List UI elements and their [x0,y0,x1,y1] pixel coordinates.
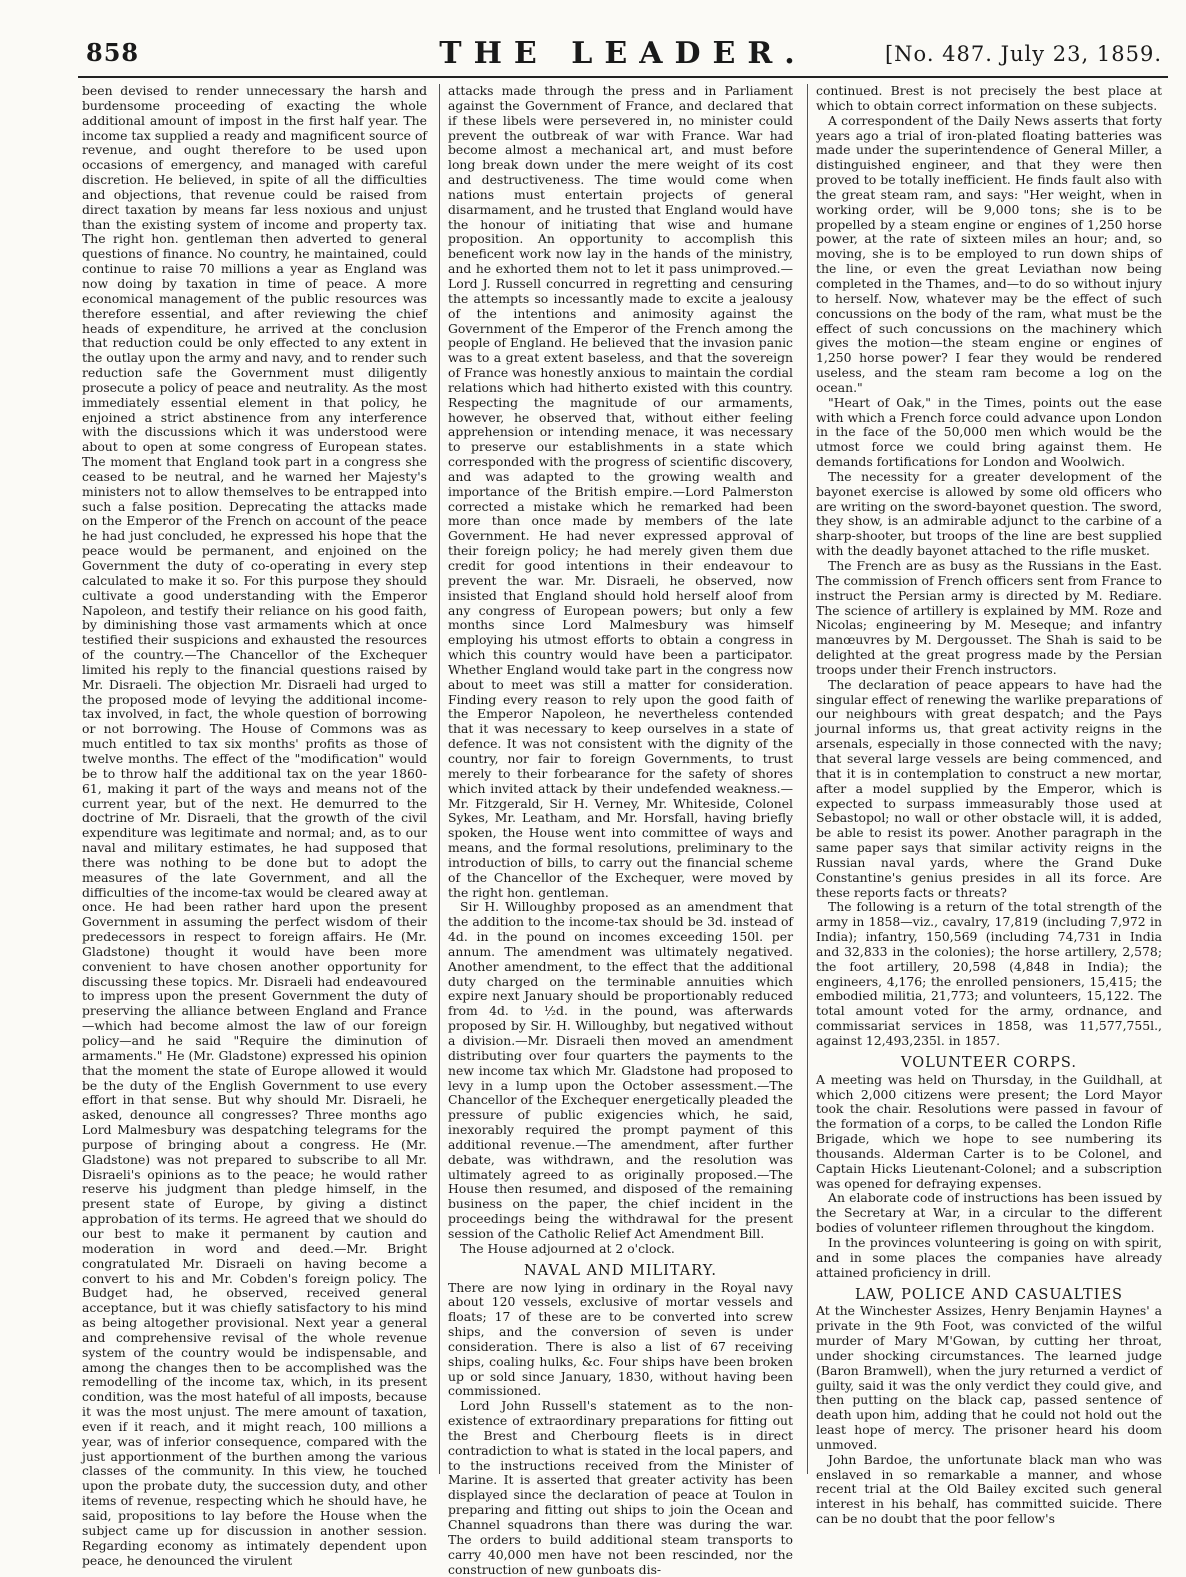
paragraph: attacks made through the press and in Parliament against the Government of France, and declared that if these libels were persevered in, no minister could prevent the outbreak of war with France. War had become almost a mechanical art, and must before long break down under the mere weight of its cost and destructiveness. The time would come when nations must entertain projects of general disarmament, and he trusted that England would have the honour of initiating that wise and humane proposition. An opportunity to accomplish this beneficent work now lay in the hands of the ministry, and he exhorted them not to let it pass unimproved.—Lord J. Russell concurred in regretting and censuring the attempts so incessantly made to excite a jealousy of the intentions and animosity against the Government of the Emperor of the French among the people of England. He believed that the invasion panic was to a great extent baseless, and that the sovereign of France was honestly anxious to maintain the cordial relations which had hitherto existed with this country. Respecting the magnitude of our armaments, however, he observed that, without either feeling apprehension or intending menace, it was necessary to preserve our establishments in a state which corresponded with the progress of scientific discovery, and was adapted to the growing wealth and importance of the British empire.—Lord Palmerston corrected a mistake which he remarked had been more than once made by members of the late Government. He had never expressed approval of their foreign policy; he had merely given them due credit for good intentions in their endeavour to prevent the war. Mr. Disraeli, he observed, now insisted that England should hold herself aloof from any congress of European powers; but only a few months since Lord Malmesbury was himself employing his utmost efforts to obtain a congress in which this country would have been a participator. Whether England would take part in the congress now about to meet was still a matter for consideration. Finding every reason to rely upon the good faith of the Emperor Napoleon, he nevertheless contended that it was necessary to keep ourselves in a state of defence. It was not consistent with the dignity of the country, nor fair to foreign Governments, to trust merely to their forbearance for the safety of shores which invited attack by their undefended weakness.—Mr. Fitzgerald, Sir H. Verney, Mr. Whiteside, Colonel Sykes, Mr. Leatham, and Mr. Horsfall, having briefly spoken, the House went into committee of ways and means, and the formal resolutions, preliminary to the introduction of bills, to carry out the financial scheme of the Chancellor of the Exchequer, were moved by the right hon. gentleman. [448,83,793,900]
issue-date: [No. 487. July 23, 1859. [884,42,1162,66]
section-heading-law: LAW, POLICE AND CASUALTIES [855,1286,1123,1303]
paragraph: The following is a return of the total strength of the army in 1858—viz., cavalry, 17,819 (including 7,972 in India); infantry, 150,569 (including 74,731 in India and 32,833 in the colonies); the horse artillery, 2,578; the foot artillery, 20,598 (4,848 in India); the engineers, 4,176; the enrolled pensioners, 15,415; the embodied militia, 21,773; and volunteers, 15,122. The total amount voted for the army, ordnance, and commissariat services in 1858, was 11,577,755l., against 12,493,235l. in 1857. [816,899,1162,1048]
article-columns [78,83,1168,1577]
column-rule [439,84,440,1474]
page-header [78,34,1168,78]
paragraph: "Heart of Oak," in the Times, points out the ease with which a French force could advance upon London in the face of the 50,000 men which would be the utmost force we could bring against them. He demands fortifications for London and Woolwich. [816,394,1162,470]
paragraph: At the Winchester Assizes, Henry Benjamin Haynes' a private in the 9th Foot, was convicted of the wilful murder of Mary M'Gowan, by cutting her throat, under shocking circumstances. The learned judge (Baron Bramwell), when the jury returned a verdict of guilty, said it was the only verdict they could give, and then putting on the black cap, passed sentence of death upon him, adding that he could not hold out the least hope of mercy. The prisoner heard his doom unmoved. [816,1303,1162,1452]
paragraph: Lord John Russell's statement as to the non-existence of extraordinary preparations for fitting out the Brest and Cherbourg fleets is in direct contradiction to what is stated in the local papers, and to the instructions received from the Minister of Marine. It is asserted that greater activity has been displayed since the declaration of peace at Toulon in preparing and fitting out ships to join the Ocean and Channel squadrons than there was during the war. The orders to build additional steam transports to carry 40,000 men have not been rescinded, nor the construction of new gunboats dis- [448,1398,793,1577]
column-1 [82,83,427,1568]
paragraph: The House adjourned at 2 o'clock. [460,1240,675,1256]
paragraph: The French are as busy as the Russians in the East. The commission of French officers sent from France to instruct the Persian army is directed by M. Rediare. The science of artillery is explained by MM. Roze and Nicolas; engineering by M. Meseque; and infantry manœuvres by M. Dergousset. The Shah is said to be delighted at the great progress made by the Persian troops under their French instructors. [816,558,1162,677]
page-number: 858 [86,38,140,67]
paragraph: The declaration of peace appears to have had the singular effect of renewing the warlike preparations of our neighbours with great despatch; and the Pays journal informs us, that great activity reigns in the arsenals, especially in those connected with the navy; that several large vessels are being commenced, and that it is in contemplation to construct a new mortar, after a model supplied by the Emperor, which is expected to surpass immeasurably those used at Sebastopol; no wall or other obstacle will, it is added, be able to resist its power. Another paragraph in the same paper says that similar activity reigns in the Russian naval yards, where the Grand Duke Constantine's genius presides in all its force. Are these reports facts or threats? [816,676,1162,900]
paragraph: been devised to render unnecessary the harsh and burdensome proceeding of exacting the whole additional amount of impost in the first half year. The income tax supplied a ready and magnificent source of revenue, and ought therefore to be used upon occasions of emergency, and managed with careful discretion. He believed, in spite of all the difficulties and objections, that revenue could be raised from direct taxation by means far less noxious and unjust than the existing system of income and property tax. The right hon. gentleman then adverted to general questions of finance. No country, he maintained, could continue to raise 70 millions a year as England was now doing by taxation in time of peace. A more economical management of the public resources was therefore essential, and after reviewing the chief heads of expenditure, he arrived at the conclusion that reduction could be only effected to any extent in the outlay upon the army and navy, and to render such reduction safe the Government must diligently prosecute a policy of peace and neutrality. As the most immediately essential element in that policy, he enjoined a strict abstinence from any interference with the discussions which it was understood were about to open at some congress of European states. The moment that England took part in a congress she ceased to be neutral, and he warned her Majesty's ministers not to allow themselves to be entrapped into such a false position. Deprecating the attacks made on the Emperor of the French on account of the peace he had just concluded, he expressed his hope that the peace would be permanent, and enjoined on the Government the duty of co-operating in every step calculated to make it so. For this purpose they should cultivate a good understanding with the Emperor Napoleon, and testify their reliance on his good faith, by diminishing those vast armaments which at once testified their suspicions and exhausted the resources of the country.—The Chancellor of the Exchequer limited his reply to the financial questions raised by Mr. Disraeli. The objection Mr. Disraeli had urged to the proposed mode of levying the additional income-tax involved, in fact, the whole question of borrowing or not borrowing. The House of Commons was as much entitled to tax six months' profits as those of twelve months. The effect of the "modification" would be to throw half the additional tax on the year 1860-61, making it part of the ways and means not of the current year, but of the next. He demurred to the doctrine of Mr. Disraeli, that the growth of the civil expenditure was legitimate and normal; and, as to our naval and military estimates, he had supposed that there was nothing to be done but to adopt the measures of the late Government, and all the difficulties of the income-tax would be cleared away at once. He had been rather hard upon the present Government in assuming the perfect wisdom of their predecessors in respect to foreign affairs. He (Mr. Gladstone) thought it would have been more convenient to have chosen another opportunity for discussing these topics. Mr. Disraeli had endeavoured to impress upon the present Government the duty of preserving the alliance between England and France—which had become almost the law of our foreign policy—and he said "Require the diminution of armaments." He (Mr. Gladstone) expressed his opinion that the moment the state of Europe allowed it would be the duty of the English Government to use every effort in that sense. But why should Mr. Disraeli, he asked, denounce all congresses? Three months ago Lord Malmesbury was despatching telegrams for the purpose of bringing about a congress. He (Mr. Gladstone) was not prepared to subscribe to all Mr. Disraeli's opinions as to the peace; he would rather reserve his judgment than pledge himself, in the present state of Europe, by giving a distinct approbation of its terms. He agreed that we should do our best to make it permanent by caution and moderation in word and deed.—Mr. Bright congratulated Mr. Disraeli on having become a convert to his and Mr. Cobden's foreign policy. The Budget had, he observed, received general acceptance, but it was chiefly satisfactory to his mind as being altogether provisional. Next year a general and comprehensive revisal of the whole revenue system of the country would be indispensable, and among the changes then to be accomplished was the remodelling of the income tax, which, in its present condition, was the most hateful of all imposts, because it was the most unjust. The mere amount of taxation, even if it reach, and it might reach, 100 millions a year, was of inferior consequence, compared with the just apportionment of the burthen among the various classes of the community. In this view, he touched upon the probate duty, the succession duty, and other items of revenue, respecting which he should have, he said, propositions to lay before the House when the subject came up for discussion in another session. Regarding economy as intimately dependent upon peace, he denounced the virulent [82,83,427,1568]
paragraph: An elaborate code of instructions has been issued by the Secretary at War, in a circular to the different bodies of volunteer riflemen throughout the kingdom. [816,1190,1162,1236]
paragraph: continued. Brest is not precisely the best place at which to obtain correct information on these subjects. [816,83,1162,113]
paragraph: A meeting was held on Thursday, in the Guildhall, at which 2,000 citizens were present; the Lord Mayor took the chair. Resolutions were passed in favour of the formation of a corps, to be called the London Rifle Brigade, which we hope to see numbering its thousands. Alderman Carter is to be Colonel, and Captain Hicks Lieutenant-Colonel; and a subscription was opened for defraying expenses. [816,1071,1162,1191]
paragraph: Sir H. Willoughby proposed as an amendment that the addition to the income-tax should be 3d. instead of 4d. in the pound on incomes exceeding 150l. per annum. The amendment was ultimately negatived. Another amendment, to the effect that the additional duty charged on the terminable annuities which expire next January should be proportionably reduced from 4d. to ½d. in the pound, was afterwards proposed by Sir. H. Willoughby, but negatived without a division.—Mr. Disraeli then moved an amendment distributing over four quarters the payments to the new income tax which Mr. Gladstone had proposed to levy in a lump upon the October assessment.—The Chancellor of the Exchequer energetically pleaded the pressure of public exigencies which, he said, inexorably required the prompt payment of this additional revenue.—The amendment, after further debate, was withdrawn, and the resolution was ultimately agreed to as originally proposed.—The House then resumed, and disposed of the remaining business on the paper, the chief incident in the proceedings being the withdrawal for the present session of the Catholic Relief Act Amendment Bill. [448,899,793,1241]
paragraph: There are now lying in ordinary in the Royal navy about 120 vessels, exclusive of mortar vessels and floats; 17 of these are to be converted into screw ships, and the conversion of seven is under consideration. There is also a list of 67 receiving ships, coaling hulks, &c. Four ships have been broken up or sold since January, 1830, without having been commissioned. [448,1279,793,1399]
paragraph: In the provinces volunteering is going on with spirit, and in some places the companies have already attained proficiency in drill. [816,1234,1162,1280]
paragraph: A correspondent of the Daily News asserts that forty years ago a trial of iron-plated floating batteries was made under the superintendence of General Miller, a distinguished engineer, and that they were then proved to be totally inefficient. He finds fault also with the great steam ram, and says: "Her weight, when in working order, will be 9,000 tons; she is to be propelled by a steam engine or engines of 1,250 horse power, at the rate of sixteen miles an hour; and, so moving, she is to be employed to run down ships of the line, or even the great Leviathan now being completed in the Thames, and—to do so without injury to herself. Now, whatever may be the effect of such concussions on the body of the ram, what must be the effect of such concussions on the machinery which gives the motion—the steam engine or engines of 1,250 horse power? I fear they would be rendered useless, and the steam ram become a log on the ocean." [816,112,1162,395]
section-heading-volunteer: VOLUNTEER CORPS. [901,1054,1077,1071]
paragraph: The necessity for a greater development of the bayonet exercise is allowed by some old officers who are writing on the sword-bayonet question. The sword, they show, is an admirable adjunct to the carbine of a sharp-shooter, but troops of the line are best supplied with the deadly bayonet attached to the rifle musket. [816,468,1162,559]
column-2 [448,83,793,1577]
paragraph: John Bardoe, the unfortunate black man who was enslaved in so remarkable a manner, and whose recent trial at the Old Bailey excited such general interest in his behalf, has committed suicide. There can be no doubt that the poor fellow's [816,1451,1162,1527]
masthead-title: THE LEADER. [439,36,807,71]
column-rule [807,84,808,1474]
column-3 [816,83,1162,1527]
newspaper-page [78,34,1168,1577]
section-heading-naval: NAVAL AND MILITARY. [523,1262,718,1279]
